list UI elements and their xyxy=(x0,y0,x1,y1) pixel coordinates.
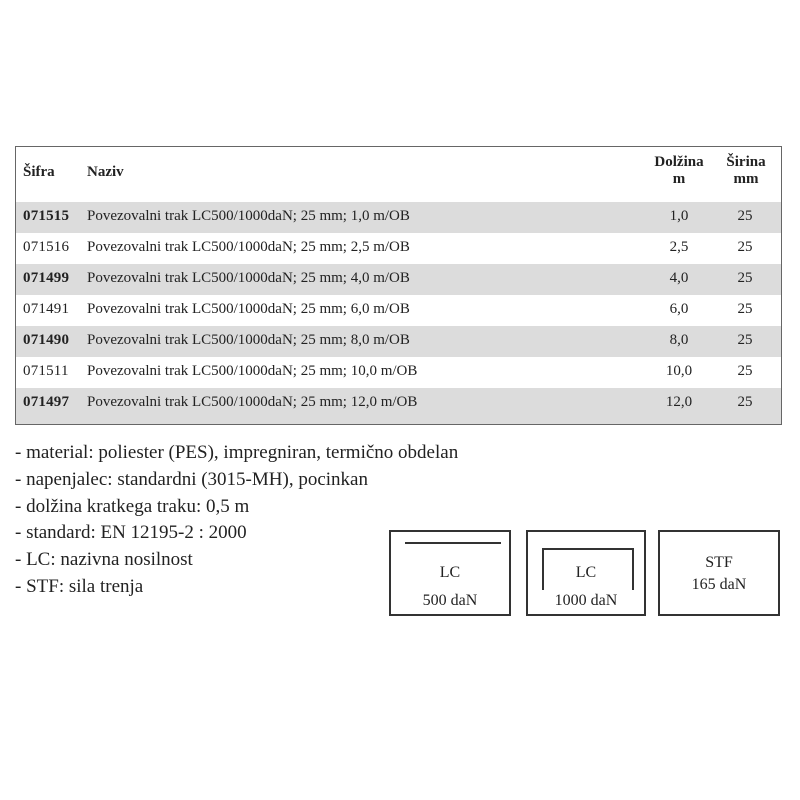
row-code: 071499 xyxy=(23,270,70,286)
lc-500-label-box xyxy=(389,530,511,616)
row-width: 25 xyxy=(737,270,753,286)
header-length-label: Dolžina xyxy=(654,154,704,170)
header-name: Naziv xyxy=(87,164,124,180)
row-length: 2,5 xyxy=(669,239,689,255)
header-code: Šifra xyxy=(23,164,55,180)
note-tensioner: - napenjalec: standardni (3015-MH), pocinkan xyxy=(15,468,368,490)
stf-value: 165 daN xyxy=(691,576,747,593)
header-width-unit: mm xyxy=(733,171,759,187)
table-row xyxy=(16,295,781,326)
row-width: 25 xyxy=(737,239,753,255)
product-table xyxy=(15,146,782,425)
row-code: 071497 xyxy=(23,394,70,410)
row-width: 25 xyxy=(737,363,753,379)
lc-500-value: 500 daN xyxy=(422,592,478,609)
stf-label-box xyxy=(658,530,780,616)
row-length: 1,0 xyxy=(669,208,689,224)
row-width: 25 xyxy=(737,332,753,348)
note-material: - material: poliester (PES), impregniran, termično obdelan xyxy=(15,442,459,463)
row-name: Povezovalni trak LC500/1000daN; 25 mm; 6,0 m/OB xyxy=(87,301,410,317)
row-code: 071490 xyxy=(23,332,70,348)
row-name: Povezovalni trak LC500/1000daN; 25 mm; 10,0 m/OB xyxy=(87,363,418,379)
lc-1000-label: LC xyxy=(575,564,597,581)
row-code: 071511 xyxy=(23,363,69,379)
table-row xyxy=(16,264,781,295)
row-name: Povezovalni trak LC500/1000daN; 25 mm; 1,0 m/OB xyxy=(87,208,410,224)
row-width: 25 xyxy=(737,301,753,317)
table-row xyxy=(16,326,781,357)
row-name: Povezovalni trak LC500/1000daN; 25 mm; 8,0 m/OB xyxy=(87,332,410,348)
row-length: 8,0 xyxy=(669,332,689,348)
table-row xyxy=(16,202,781,233)
header-length xyxy=(644,154,714,188)
loop-line-top xyxy=(542,548,634,550)
row-name: Povezovalni trak LC500/1000daN; 25 mm; 2,5 m/OB xyxy=(87,239,410,255)
row-width: 25 xyxy=(737,208,753,224)
note-lc: - LC: nazivna nosilnost xyxy=(15,549,193,571)
row-length: 12,0 xyxy=(665,394,693,410)
row-length: 4,0 xyxy=(669,270,689,286)
lc-1000-value: 1000 daN xyxy=(554,592,618,609)
row-length: 6,0 xyxy=(669,301,689,317)
stf-label: STF xyxy=(705,554,733,571)
row-name: Povezovalni trak LC500/1000daN; 25 mm; 12,0 m/OB xyxy=(87,394,418,410)
header-width-label: Širina xyxy=(726,154,766,170)
table-row xyxy=(16,357,781,388)
table-row xyxy=(16,233,781,264)
row-code: 071515 xyxy=(23,208,70,224)
note-standard: - standard: EN 12195-2 : 2000 xyxy=(15,522,247,544)
row-code: 071516 xyxy=(23,239,70,255)
row-code: 071491 xyxy=(23,301,70,317)
table-row xyxy=(16,388,781,424)
row-width: 25 xyxy=(737,394,753,410)
header-width xyxy=(716,154,776,188)
lc-500-label: LC xyxy=(439,564,461,581)
strap-line-icon xyxy=(405,542,501,544)
table-header xyxy=(16,147,781,202)
note-short-strap-length: - dolžina kratkega traku: 0,5 m xyxy=(15,495,250,517)
row-length: 10,0 xyxy=(665,363,693,379)
header-length-unit: m xyxy=(672,171,686,187)
note-stf: - STF: sila trenja xyxy=(15,575,144,597)
lc-1000-label-box xyxy=(526,530,646,616)
row-name: Povezovalni trak LC500/1000daN; 25 mm; 4,0 m/OB xyxy=(87,270,410,286)
